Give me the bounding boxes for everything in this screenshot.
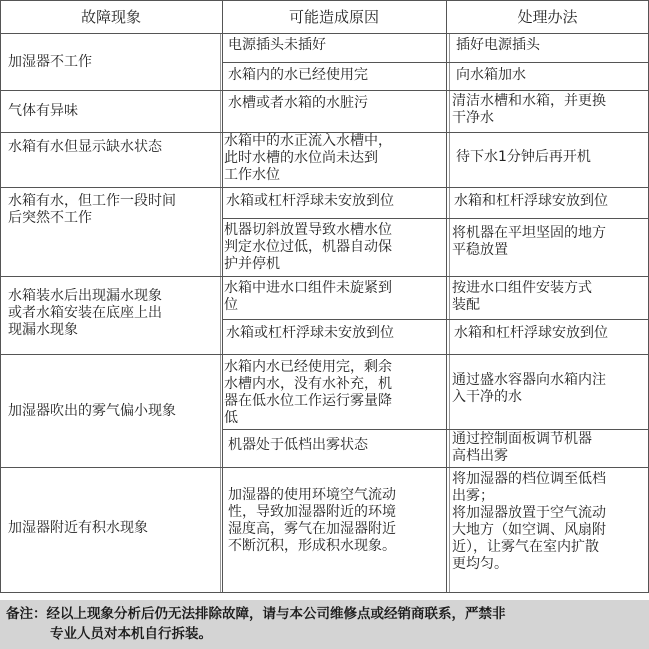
column-divider [446, 0, 447, 593]
solution-cell: 通过盛水容器向水箱内注 入干净的水 [452, 372, 606, 405]
symptom-cell: 加湿器吹出的雾气偏小现象 [8, 402, 176, 419]
column-divider [220, 34, 221, 593]
row-divider [0, 90, 649, 91]
table-border [0, 0, 649, 1]
cause-cell: 水箱中的水正流入水槽中， 此时水槽的水位尚未达到 工作水位 [224, 133, 392, 183]
symptom-cell: 加湿器不工作 [8, 53, 92, 70]
sub-row-divider [222, 319, 649, 320]
cause-cell: 水箱内水已经使用完，剩余 水槽内水，没有水补充，机 器在低水位工作运行雾量降 低 [224, 359, 392, 426]
solution-cell: 将加湿器的档位调至低档 出雾； 将加湿器放置于空气流动 大地方（如空调、风扇附 近），让雾气在室内扩散 更均匀。 [452, 471, 606, 572]
cause-cell: 水箱中进水口组件未旋紧到 位 [224, 280, 392, 313]
sub-row-divider [222, 429, 649, 430]
header-solution: 处理办法 [517, 7, 578, 26]
note-line-1: 备注：经以上现象分析后仍无法排除故障，请与本公司维修点或经销商联系，严禁非 [6, 606, 506, 622]
header-cause: 可能造成原因 [288, 7, 379, 26]
note-line-2: 专业人员对本机自行拆装。 [50, 626, 212, 642]
cause-cell: 水箱或杠杆浮球未安放到位 [226, 325, 394, 341]
row-divider [0, 276, 649, 277]
row-divider [0, 467, 649, 468]
solution-cell: 待下水1分钟后再开机 [456, 148, 591, 165]
symptom-cell: 加湿器附近有积水现象 [8, 519, 148, 536]
symptom-cell: 水箱有水但显示缺水状态 [8, 138, 162, 155]
solution-cell: 清洁水槽和水箱，并更换 干净水 [452, 93, 606, 126]
cause-cell: 机器处于低档出雾状态 [228, 436, 368, 453]
sub-row-divider [222, 62, 649, 63]
table-border [0, 592, 649, 593]
symptom-cell: 水箱装水后出现漏水现象 或者水箱安装在底座上出 现漏水现象 [8, 288, 162, 338]
cause-cell: 水槽或者水箱的水脏污 [228, 95, 368, 111]
symptom-cell: 气体有异味 [8, 102, 78, 119]
solution-cell: 插好电源插头 [456, 37, 540, 53]
sub-row-divider [222, 218, 649, 219]
solution-cell: 水箱和杠杆浮球安放到位 [454, 325, 608, 341]
solution-cell: 将机器在平坦坚固的地方 平稳放置 [452, 225, 606, 258]
row-divider [0, 354, 649, 355]
column-divider [449, 34, 450, 593]
header-symptom: 故障现象 [80, 7, 141, 26]
cause-cell: 水箱或杠杆浮球未安放到位 [226, 193, 394, 209]
solution-cell: 通过控制面板调节机器 高档出雾 [452, 431, 592, 464]
symptom-cell: 水箱有水，但工作一段时间 后突然不工作 [8, 193, 176, 226]
cause-cell: 水箱内的水已经使用完 [228, 67, 368, 83]
cause-cell: 电源插头未插好 [228, 37, 326, 53]
row-divider [0, 132, 649, 133]
solution-cell: 向水箱加水 [456, 67, 526, 83]
row-divider [0, 33, 649, 34]
cause-cell: 加湿器的使用环境空气流动 性，导致加湿器附近的环境 湿度高，雾气在加湿器附近 不断沉积，形成积水现象。 [228, 487, 396, 554]
solution-cell: 水箱和杠杆浮球安放到位 [454, 193, 608, 209]
column-divider [222, 0, 223, 593]
row-divider [0, 187, 649, 188]
solution-cell: 按进水口组件安装方式 装配 [452, 280, 592, 313]
cause-cell: 机器切斜放置导致水槽水位 判定水位过低，机器自动保 护并停机 [224, 222, 392, 272]
note-box [0, 600, 649, 649]
table-border [0, 0, 1, 593]
